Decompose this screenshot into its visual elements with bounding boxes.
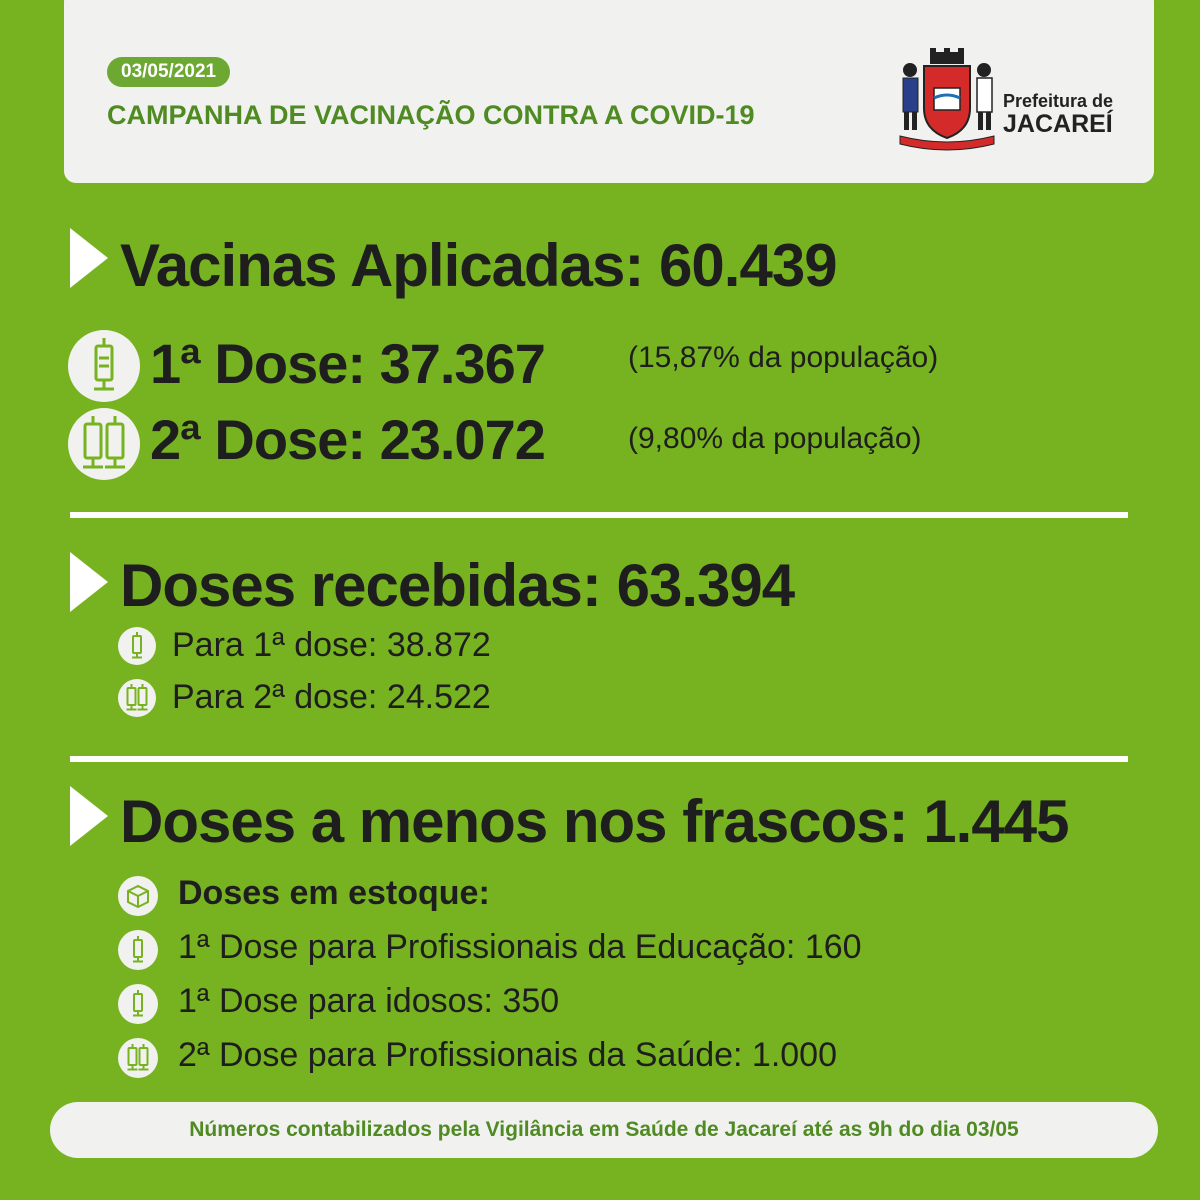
box-icon	[118, 876, 158, 916]
applied-dose2-pct: (9,80% da população)	[628, 422, 922, 455]
campaign-title: CAMPANHA DE VACINAÇÃO CONTRA A COVID-19	[107, 100, 755, 130]
arrow-icon	[70, 786, 108, 846]
double-syringe-icon	[118, 679, 156, 717]
received-dose1: Para 1ª dose: 38.872	[172, 626, 491, 664]
applied-dose1-pct: (15,87% da população)	[628, 341, 939, 374]
footer-note: Números contabilizados pela Vigilância em Saúde de Jacareí até as 9h do dia 03/05	[50, 1102, 1158, 1158]
double-syringe-icon	[118, 1038, 158, 1078]
syringe-icon	[68, 330, 140, 402]
stock-item: 1ª Dose para idosos: 350	[178, 982, 560, 1020]
shortfall-title: Doses a menos nos frascos: 1.445	[120, 788, 1069, 855]
coat-of-arms-icon	[892, 48, 1002, 158]
arrow-icon	[70, 552, 108, 612]
prefecture-city: JACAREÍ	[1003, 110, 1113, 138]
stock-item: 1ª Dose para Profissionais da Educação: 160	[178, 928, 862, 966]
received-dose2: Para 2ª dose: 24.522	[172, 678, 491, 716]
syringe-icon	[118, 627, 156, 665]
arrow-icon	[70, 228, 108, 288]
received-title: Doses recebidas: 63.394	[120, 552, 795, 619]
prefecture-label: Prefeitura de	[1003, 91, 1114, 111]
applied-dose2: 2ª Dose: 23.072	[150, 408, 545, 471]
applied-dose1: 1ª Dose: 37.367	[150, 332, 545, 395]
divider	[70, 512, 1128, 518]
stock-label: Doses em estoque:	[178, 874, 490, 912]
stock-item: 2ª Dose para Profissionais da Saúde: 1.000	[178, 1036, 837, 1074]
syringe-icon	[118, 984, 158, 1024]
syringe-icon	[118, 930, 158, 970]
double-syringe-icon	[68, 408, 140, 480]
divider	[70, 756, 1128, 762]
applied-title: Vacinas Aplicadas: 60.439	[120, 232, 837, 299]
date-badge: 03/05/2021	[107, 57, 230, 87]
